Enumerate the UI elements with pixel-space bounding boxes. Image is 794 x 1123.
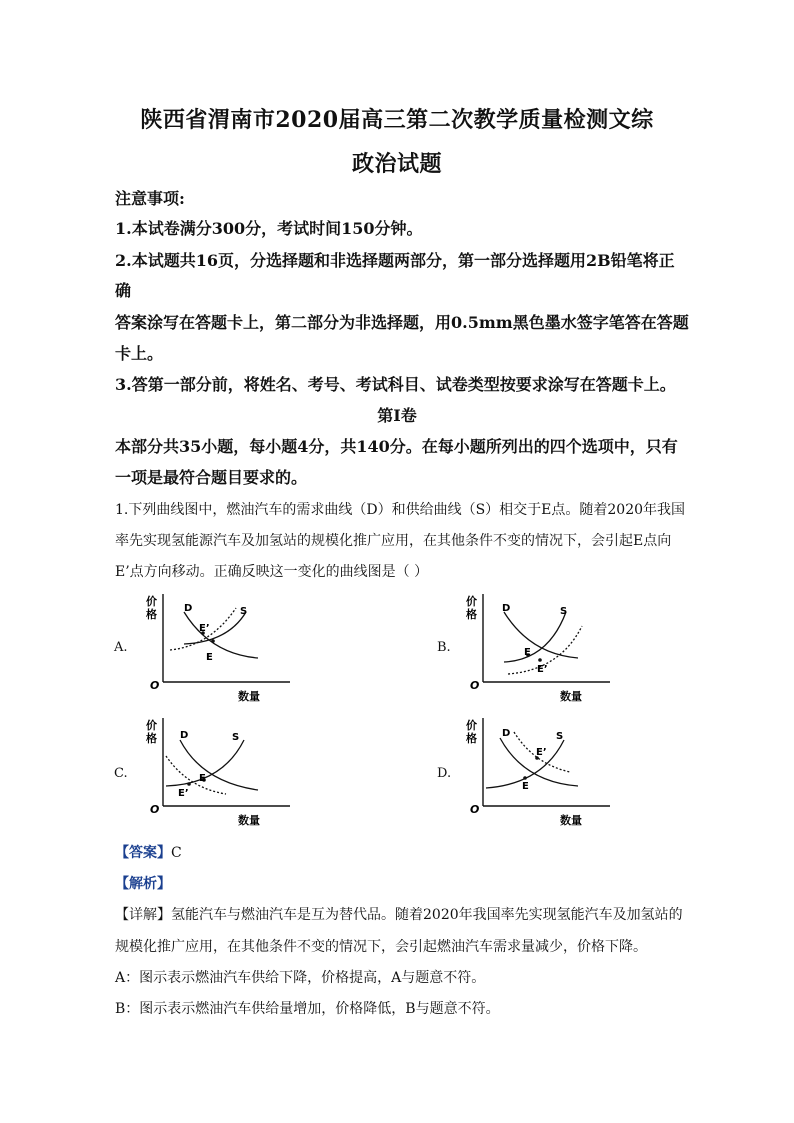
section-heading: 第Ⅰ卷 bbox=[377, 406, 417, 425]
demand-label: D bbox=[502, 728, 511, 739]
supply-label: S bbox=[240, 606, 248, 617]
supply-curve bbox=[184, 612, 246, 644]
eq-label: E bbox=[199, 773, 206, 784]
new-eq-label: E’ bbox=[536, 747, 547, 758]
supply-label: S bbox=[556, 731, 564, 742]
analysis-tag: 【解析】 bbox=[115, 876, 171, 892]
y-axis-label: 格 bbox=[466, 732, 477, 745]
option-label-c: C. bbox=[114, 766, 128, 781]
y-axis-label: 价 bbox=[466, 595, 477, 608]
notice-line: 1.本试卷满分300分，考试时间150分钟。 bbox=[115, 219, 423, 238]
y-axis-label: 格 bbox=[466, 608, 477, 621]
analysis-option-b: B：图示表示燃油汽车供给量增加，价格降低，B与题意不符。 bbox=[115, 1001, 500, 1017]
graph-option-c bbox=[140, 712, 300, 832]
detail-line bbox=[115, 904, 683, 924]
answer-line bbox=[115, 842, 182, 862]
question-text: 1.下列曲线图中，燃油汽车的需求曲线（D）和供给曲线（S）相交于E点。随着2020年我国 bbox=[115, 502, 686, 518]
page-title: 陕西省渭南市2020届高三第二次教学质量检测文综 bbox=[140, 107, 654, 133]
x-axis-label: 数量 bbox=[560, 814, 582, 827]
new-eq-label: E’ bbox=[178, 788, 189, 799]
origin-label: O bbox=[150, 803, 160, 816]
notice-line: 3.答第一部分前，将姓名、考号、考试科目、试卷类型按要求涂写在答题卡上。 bbox=[115, 375, 676, 394]
graph-option-d bbox=[460, 712, 620, 832]
equilibrium-point bbox=[211, 639, 215, 643]
eq-label: E bbox=[522, 781, 529, 792]
new-eq-label: E’ bbox=[537, 664, 548, 675]
question-text: 率先实现氢能源汽车及加氢站的规模化推广应用，在其他条件不变的情况下，会引起E点向 bbox=[115, 533, 672, 549]
detail-text: 规模化推广应用，在其他条件不变的情况下，会引起燃油汽车需求量减少，价格下降。 bbox=[115, 939, 647, 955]
demand-label: D bbox=[502, 603, 511, 614]
demand-label: D bbox=[180, 730, 189, 741]
equilibrium-point bbox=[523, 776, 527, 780]
demand-curve bbox=[504, 612, 578, 658]
option-label-b: B. bbox=[437, 640, 451, 655]
origin-label: O bbox=[470, 803, 480, 816]
notice-line: 答案涂写在答题卡上，第二部分为非选择题，用0.5mm黑色墨水签字笔答在答题 bbox=[115, 313, 689, 332]
y-axis-label: 价 bbox=[466, 719, 477, 732]
supply-label: S bbox=[232, 732, 240, 743]
answer-value: C bbox=[171, 845, 182, 861]
new-equilibrium-point bbox=[187, 782, 191, 786]
x-axis-label: 数量 bbox=[238, 814, 260, 827]
notice-line: 2.本试题共16页，分选择题和非选择题两部分，第一部分选择题用2B铅笔将正 bbox=[115, 251, 675, 270]
detail-tag: 【详解】 bbox=[115, 907, 171, 923]
supply-label: S bbox=[560, 606, 568, 617]
demand-curve bbox=[500, 738, 578, 786]
graph-option-a bbox=[140, 588, 300, 708]
y-axis-label: 格 bbox=[146, 608, 157, 621]
section-intro: 本部分共35小题，每小题4分，共140分。在每小题所列出的四个选项中，只有 bbox=[115, 437, 678, 456]
demand-label: D bbox=[184, 603, 193, 614]
y-axis-label: 格 bbox=[146, 732, 157, 745]
answer-tag: 【答案】 bbox=[115, 845, 171, 861]
option-label-a: A. bbox=[114, 640, 128, 655]
x-axis-label: 数量 bbox=[238, 690, 260, 703]
page-subtitle: 政治试题 bbox=[351, 151, 442, 177]
origin-label: O bbox=[470, 679, 480, 692]
eq-label: E bbox=[524, 647, 531, 658]
eq-label: E bbox=[206, 652, 213, 663]
new-equilibrium-point bbox=[538, 658, 542, 662]
graph-option-b bbox=[460, 588, 620, 708]
x-axis-label: 数量 bbox=[560, 690, 582, 703]
option-label-d: D. bbox=[437, 766, 452, 781]
analysis-option-a: A：图示表示燃油汽车供给下降，价格提高，A与题意不符。 bbox=[115, 970, 486, 986]
question-text: E’点方向移动。正确反映这一变化的曲线图是（ ） bbox=[115, 564, 429, 580]
notice-line: 确 bbox=[115, 281, 132, 300]
section-intro: 一项是最符合题目要求的。 bbox=[115, 468, 308, 487]
y-axis-label: 价 bbox=[146, 719, 157, 732]
notice-line: 卡上。 bbox=[115, 344, 164, 363]
notice-heading: 注意事项: bbox=[115, 189, 185, 208]
new-eq-label: E’ bbox=[199, 623, 210, 634]
origin-label: O bbox=[150, 679, 160, 692]
detail-text: 氢能汽车与燃油汽车是互为替代品。随着2020年我国率先实现氢能汽车及加氢站的 bbox=[171, 907, 683, 923]
y-axis-label: 价 bbox=[146, 595, 157, 608]
